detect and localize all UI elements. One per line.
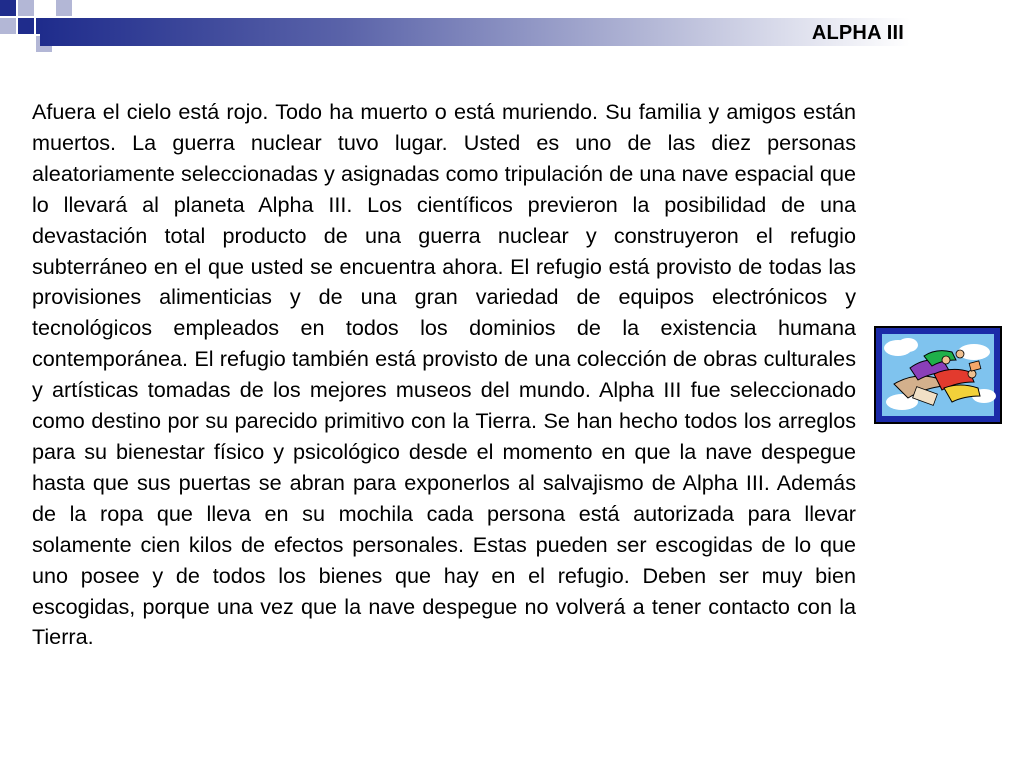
header-gradient-bar bbox=[40, 18, 910, 46]
body-paragraph: Afuera el cielo está rojo. Todo ha muerto o está muriendo. Su familia y amigos están muertos. La guerra nuclear tuvo lugar. Usted es uno de las diez personas aleatoriamente seleccionadas y asignadas como tripulación de una nave espacial que lo llevará al planeta Alpha III. Los científicos previeron la posibilidad de una devastación total producto de una guerra nuclear y construyeron el refugio subterráneo en el que usted se encuentra ahora. El refugio está provisto de todas las provisiones alimenticias y de una gran variedad de equipos electrónicos y tecnológicos empleados en todos los dominios de la existencia humana contemporánea. El refugio también está provisto de una colección de obras culturales y artísticas tomadas de los mejores museos del mundo. Alpha III fue seleccionado como destino por su parecido primitivo con la Tierra. Se han hecho todos los arreglos para su bienestar físico y psicológico desde el momento en que la nave despegue hasta que sus puertas se abran para exponerlos al salvajismo de Alpha III. Además de la ropa que lleva en su mochila cada persona está autorizada para llevar solamente cien kilos de efectos personales. Estas pueden ser escogidas de lo que uno posee y de todos los bienes que hay en el refugio. Deben ser muy bien escogidas, porque una vez que la nave despegue no volverá a tener contacto con la Tierra. bbox=[32, 99, 856, 650]
flying-people-clipart-icon bbox=[874, 326, 1002, 424]
slide-title: ALPHA III bbox=[811, 22, 904, 44]
